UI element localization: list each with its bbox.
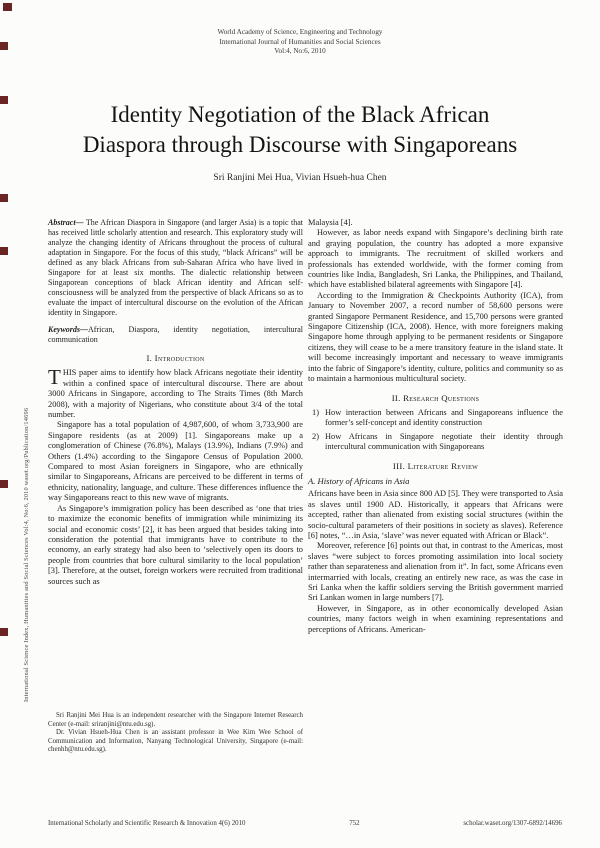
section-heading-research-questions: II. Research Questions xyxy=(391,392,480,403)
paper-title-line-2: Diaspora through Discourse with Singaporeans xyxy=(82,132,518,157)
scan-mark xyxy=(3,3,12,11)
question-number: 1) xyxy=(312,407,319,417)
journal-header xyxy=(0,28,600,57)
intro-paragraph-text: HIS paper aims to identify how black Africans negotiate their identity within a confined space of intercultural discourse. There are about 3000 Africans in Singapore, according to The Straits Times (8th March 2008), with a majority of Nigerians, who constitute about 3/4 of the total number. xyxy=(48,368,303,420)
sidebar-vertical-text: International Science Index, Humanities and Social Sciences Vol:4, No:6, 2010 waset.org/Publication/14696 xyxy=(23,407,30,702)
paragraph: According to the Immigration & Checkpoints Authority (ICA), from January to November 2007, a record number of 58,600 persons were granted Singapore Permanent Residence, and 15,700 persons were granted Singapore Citizenship (ICA, 2008). Hence, with more foreigners making Singapore home through applying to be permanent residents or Singapore citizens, they will cease to be a mere transitory feature in the island state. It will become increasingly important and necessary to weave immigrants into the fabric of Singapore’s identity, culture, politics and community so as to maintain a harmonious multicultural society. xyxy=(308,290,563,384)
keywords-label: Keywords— xyxy=(48,325,88,334)
question-text: How interaction between Africans and Singaporeans influence the former’s self-concept and identity construction xyxy=(325,407,563,428)
footer-publication-link: scholar.waset.org/1307-6892/14696 xyxy=(463,820,562,827)
scan-mark xyxy=(0,628,8,636)
abstract-label: Abstract— xyxy=(48,218,84,227)
authors-line: Sri Ranjini Mei Hua, Vivian Hsueh-hua Chen xyxy=(213,173,387,183)
keywords xyxy=(48,325,303,345)
subsection-heading-history: A. History of Africans in Asia xyxy=(308,475,410,486)
journal-title-line: International Journal of Humanities and Social Sciences xyxy=(219,37,381,46)
research-question-1 xyxy=(312,408,563,429)
scan-mark xyxy=(0,96,8,104)
journal-volume-line: Vol:4, No:6, 2010 xyxy=(274,47,326,55)
footnote-author-1: Sri Ranjini Mei Hua is an independent researcher with the Singapore Internet Research Center (e-mail: sriranjini@ntu.edu.sg). xyxy=(48,712,303,728)
drop-cap: T xyxy=(48,365,61,390)
paragraph: However, as labor needs expand with Singapore’s declining birth rate and graying population, the country has adopted a more expansive approach to immigrants. The recruitment of skilled workers and professionals has extended worldwide, with the former coming from countries like India, Bangladesh, Sri Lanka, the Philippines, and Thailand, which have established bilateral agreements with Singapore [4]. xyxy=(308,228,563,290)
paragraph: Singapore has a total population of 4,987,600, of whom 3,733,900 are Singapore residents (as at 2009) [1]. Singaporeans make up a conglomeration of Chinese (76.8%), Malays (13.9%), Indians (7.9%) and Others (1.4%) according to the Singapore Census of Population 2000. Compared to most Asian foreigners in Singapore, who are ethnically similar to Singaporeans, Africans are perceived to be different in terms of ethnicity, nationality, language, and culture. These differences influence the way Singaporeans react to this new wave of migrants. xyxy=(48,420,303,503)
paper-title-line-1: Identity Negotiation of the Black African xyxy=(110,102,490,127)
paragraph: Africans have been in Asia since 800 AD [5]. They were transported to Asia as slaves until 1900 AD. Historically, it appears that Africans were accepted, rather than alienated from existing social structures (within the socio-cultural parameters of their positions in society as slaves). Reference [6] notes, “…in Asia, ‘slave’ was never equated with African or Black”. xyxy=(308,489,563,540)
paragraph: Moreover, reference [6] points out that, in contrast to the Americas, most slaves “were subject to forces promoting assimilation into local society rather than separateness and alienation from it”. In fact, some Africans even intermarried with locals, creating an entirely new race, as was the case in Sri Lanka when the kaffir soldiers serving the British government married Sri Lankan women in large numbers [7]. xyxy=(308,541,563,603)
section-heading-literature-review: III. Literature Review xyxy=(392,460,479,471)
paragraph: However, in Singapore, as in other economically developed Asian countries, many factors weigh in when examining representations and perceptions of Africans. American- xyxy=(308,603,563,634)
question-text: How Africans in Singapore negotiate their identity through intercultural communication with Singaporeans xyxy=(325,431,563,452)
footer-journal-info: International Scholarly and Scientific Research & Innovation 4(6) 2010 xyxy=(48,820,246,827)
journal-name-line: World Academy of Science, Engineering and Technology xyxy=(217,28,383,36)
left-column xyxy=(48,218,303,587)
abstract-text: The African Diaspora in Singapore (and larger Asia) is a topic that has received little scholarly attention and research. This exploratory study will analyze the changing identity of Africans throughout the process of cultural adaptation in Singapore. For the focus of this study, “black Africans” will be defined as any black Africans from sub-Saharan Africa who have lived in Singapore for at least six months. The dialectic relationship between Singaporean conceptions of black African identity and African self-consciousness will be analyzed from the perspective of black Africans so as to evaluate the impact of intercultural discourse on the evolution of the African identity in Singapore. xyxy=(48,218,303,317)
scan-mark xyxy=(0,247,8,255)
author-footnote xyxy=(48,712,303,755)
section-heading-introduction: I. Introduction xyxy=(146,353,205,363)
question-number: 2) xyxy=(312,431,319,441)
intro-paragraph xyxy=(48,365,303,420)
page-number: 752 xyxy=(349,820,360,827)
abstract xyxy=(48,218,303,318)
paper-title xyxy=(30,100,570,160)
keywords-text: African, Diaspora, identity negotiation, intercultural communication xyxy=(48,325,303,344)
paragraph: As Singapore’s immigration policy has been described as ‘one that tries to maximize the economic benefits of immigration while minimizing its social and economic costs’ [2], it has been argued that besides taking into consideration the potential that immigrants have to contribute to the economy, an early strategy had also been to ‘selectively open its doors to people from countries that bore cultural similarity to the local population’ [3]. Therefore, at the outset, foreign workers were recruited from traditional sources such as xyxy=(48,503,303,586)
footnote-author-2: Dr. Vivian Hsueh-Hua Chen is an assistant professor in Wee Kim Wee School of Communication and Information, Nanyang Technological University, Singapore (e-mail: chenhh@ntu.edu.sg). xyxy=(48,729,303,754)
paragraph: Malaysia [4]. xyxy=(308,218,353,227)
page-footer xyxy=(48,820,562,827)
scan-mark xyxy=(0,194,8,202)
right-column xyxy=(308,218,563,635)
scan-mark xyxy=(0,480,8,488)
research-question-2 xyxy=(312,432,563,453)
